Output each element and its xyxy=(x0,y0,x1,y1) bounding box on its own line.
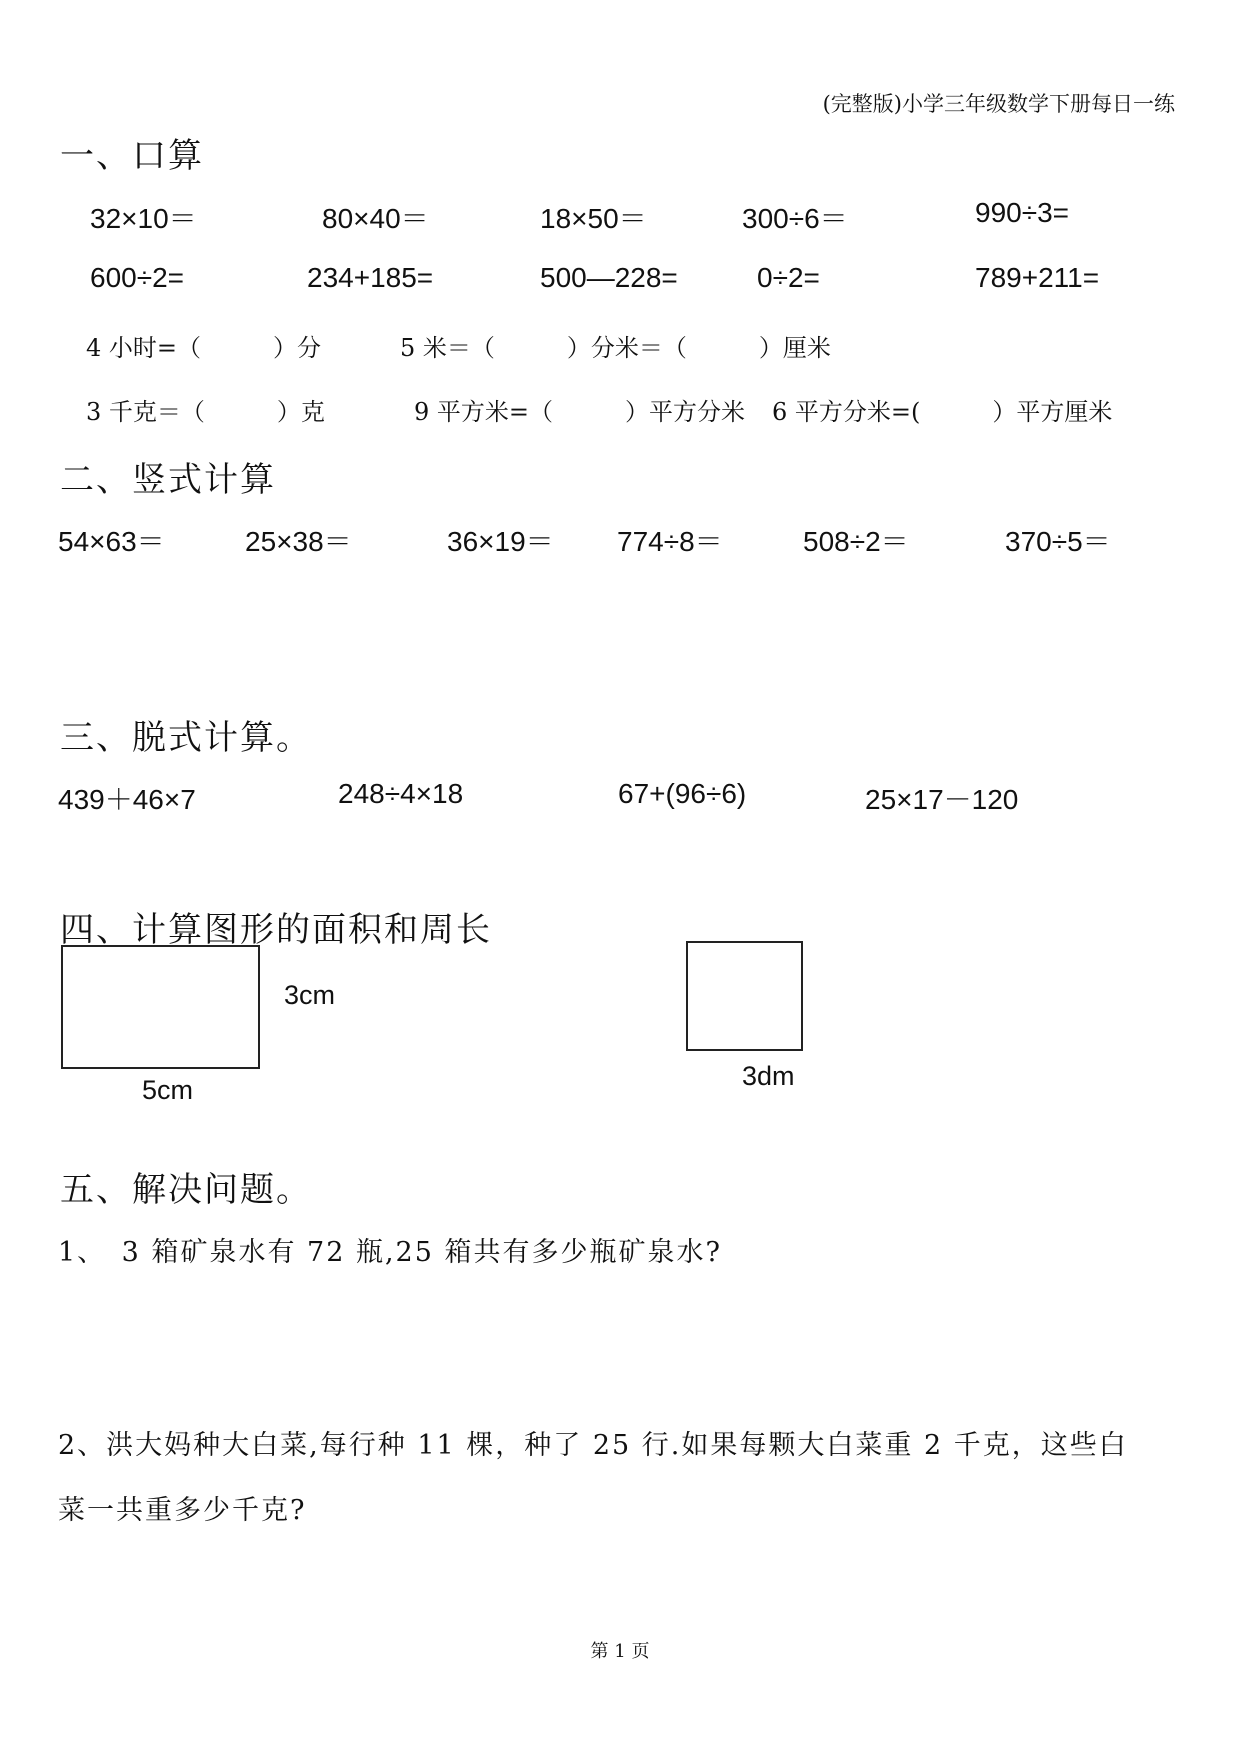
vertical-calc-item: 774÷8＝ xyxy=(617,526,723,557)
word-problem-2-line-1: 2、洪大妈种大白菜,每行种 11 棵，种了 25 行.如果每颗大白菜重 2 千克，这些白 xyxy=(58,1430,1128,1461)
rectangle-width-label: 5cm xyxy=(142,1075,194,1105)
mental-math-item: 500—228= xyxy=(540,262,678,293)
step-calc-item: 248÷4×18 xyxy=(338,778,464,809)
section-title-vertical-calc: 二、竖式计算 xyxy=(60,460,276,500)
mental-math-item: 789+211= xyxy=(975,262,1100,293)
mental-math-item: 234+185= xyxy=(307,262,434,293)
step-calc-item: 67+(96÷6) xyxy=(618,778,747,809)
vertical-calc-item: 370÷5＝ xyxy=(1005,526,1111,557)
section-title-problems: 五、解决问题。 xyxy=(60,1170,312,1210)
mental-math-item: 300÷6＝ xyxy=(742,203,848,234)
mental-math-item: 600÷2= xyxy=(90,262,185,293)
square-figure xyxy=(686,941,803,1051)
unit-conversion-item: 9 平方米=（ ）平方分米 xyxy=(414,398,746,426)
section-title-figures: 四、计算图形的面积和周长 xyxy=(60,910,492,950)
unit-conversion-item: 6 平方分米=( ）平方厘米 xyxy=(772,398,1113,426)
step-calc-item: 25×17－120 xyxy=(865,784,1019,815)
square-side-label: 3dm xyxy=(742,1061,795,1091)
section-title-mental-math: 一、口算 xyxy=(60,136,204,176)
mental-math-item: 32×10＝ xyxy=(90,203,197,234)
vertical-calc-item: 25×38＝ xyxy=(245,526,352,557)
mental-math-item: 0÷2= xyxy=(757,262,820,293)
rectangle-height-label: 3cm xyxy=(284,980,336,1010)
unit-conversion-item: 3 千克＝（ ）克 xyxy=(86,398,325,426)
unit-conversion-item: 4 小时=（ ）分 xyxy=(86,334,322,362)
mental-math-item: 18×50＝ xyxy=(540,203,647,234)
document-header: (完整版)小学三年级数学下册每日一练 xyxy=(822,92,1175,116)
vertical-calc-item: 36×19＝ xyxy=(447,526,554,557)
step-calc-item: 439＋46×7 xyxy=(58,784,196,815)
vertical-calc-item: 54×63＝ xyxy=(58,526,165,557)
unit-conversion-item: 5 米＝（ ）分米＝（ ）厘米 xyxy=(400,334,831,362)
word-problem-1: 1、 3 箱矿泉水有 72 瓶,25 箱共有多少瓶矿泉水? xyxy=(58,1237,722,1268)
word-problem-2-line-2: 菜一共重多少千克? xyxy=(58,1495,307,1526)
mental-math-item: 990÷3= xyxy=(975,197,1070,228)
vertical-calc-item: 508÷2＝ xyxy=(803,526,909,557)
mental-math-item: 80×40＝ xyxy=(322,203,429,234)
section-title-step-calc: 三、脱式计算。 xyxy=(60,718,312,758)
page-number: 第 1 页 xyxy=(590,1641,650,1662)
rectangle-figure xyxy=(61,945,260,1069)
